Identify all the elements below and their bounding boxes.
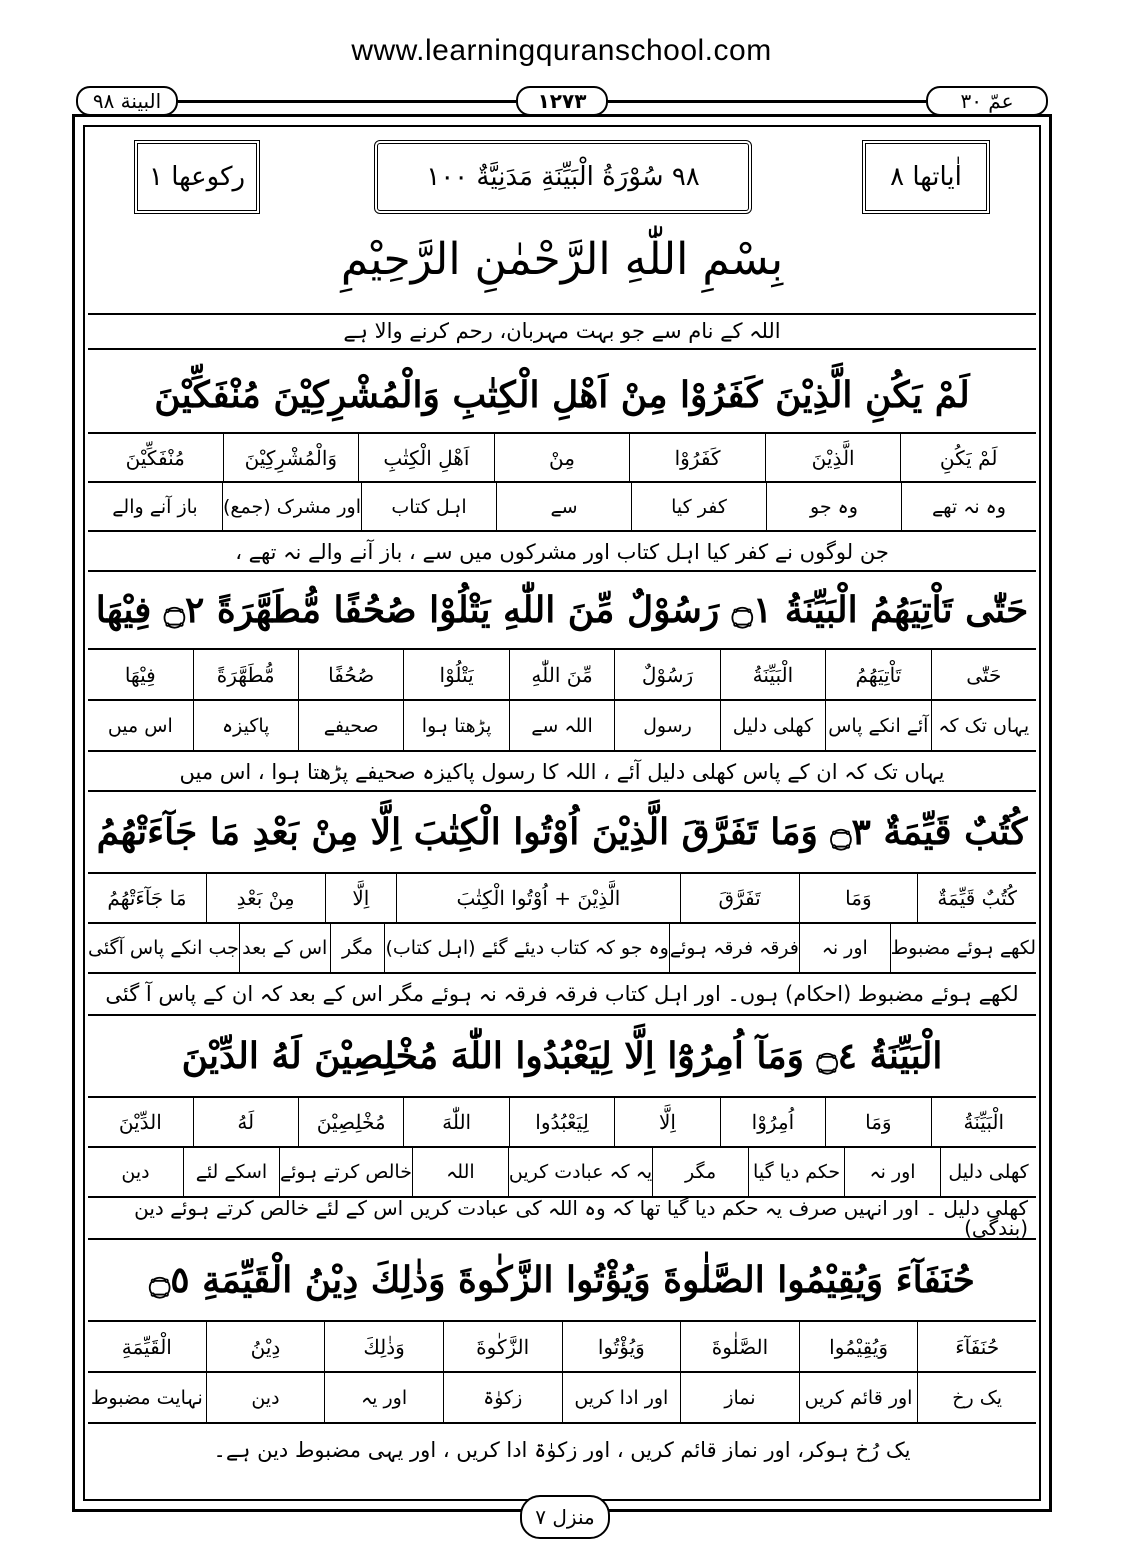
word-meaning: اور مشرک (جمع) — [222, 483, 361, 530]
arabic-word: مَا جَآءَتْهُمُ — [107, 886, 187, 910]
meaning-row — [88, 481, 1036, 530]
word-meaning: پاکیزہ — [193, 701, 298, 750]
verse-translation: کھلی دلیل ۔ اور انہیں صرف یہ حکم دیا گیا تھا کہ وہ اللہ کی عبادت کریں اس کے لئے خالص کرتے ہوئے دین (بندگی) — [134, 1196, 1028, 1240]
meaning-row — [88, 922, 1036, 972]
meaning-row — [88, 1146, 1036, 1196]
word-meaning: زکوٰۃ — [443, 1373, 562, 1422]
arabic-word: اُمِرُوْا — [720, 1098, 825, 1146]
verse-translation: یہاں تک کہ ان کے پاس کھلی دلیل آئے ، اللہ کا رسول پاکیزہ صحیفے پڑھتا ہوا ، اس میں — [179, 759, 945, 784]
word-meaning: حکم دیا گیا — [748, 1148, 844, 1196]
arabic-word: الَّذِيْنَ + اُوْتُوا الْكِتٰبَ — [396, 874, 680, 922]
arabic-word: لَمْ يَكُنِ — [900, 434, 1036, 481]
arabic-word: تَفَرَّقَ — [680, 874, 799, 922]
word-meaning: وہ جو — [766, 483, 901, 530]
arabic-word: كُتُبٌ قَيِّمَةٌ — [917, 874, 1036, 922]
arabic-word: اِلَّا — [614, 1098, 719, 1146]
arabic-word: الَّذِيْنَ — [765, 434, 901, 481]
arabic-word: مِنْ — [494, 434, 630, 481]
word-meaning: اور یہ — [324, 1373, 443, 1422]
header-rule-right — [608, 100, 926, 103]
meaning-row — [88, 699, 1036, 750]
manzil-marker — [520, 1495, 610, 1539]
arabic-word: كَفَرُوْا — [629, 434, 765, 481]
verse-translation: جن لوگوں نے کفر کیا اہل کتاب اور مشرکوں میں سے ، باز آنے والے نہ تھے ، — [235, 539, 889, 564]
word-meaning: آئے انکے پاس — [825, 701, 930, 750]
separator — [88, 313, 1036, 315]
word-meaning: اللہ سے — [509, 701, 614, 750]
word-meaning: جب انکے پاس آگئی — [87, 937, 239, 959]
word-row — [88, 874, 1036, 922]
arabic-word: الْقَيِّمَةِ — [121, 1334, 172, 1359]
word-meaning: سے — [496, 483, 631, 530]
arabic-word: وَمَا — [825, 1098, 930, 1146]
word-grid — [88, 432, 1036, 532]
arabic-word: وَيُؤْتُوا — [562, 1322, 681, 1371]
word-meaning: اسکے لئے — [183, 1148, 279, 1196]
header-rule-left — [178, 100, 516, 103]
ayat-count-box — [862, 140, 990, 214]
ruku-count-box — [134, 140, 260, 214]
separator — [88, 790, 1036, 792]
arabic-word: مِّنَ اللّٰهِ — [509, 650, 614, 699]
arabic-word: مُنْفَكِّيْنَ — [125, 445, 185, 470]
word-meaning: اس کے بعد — [239, 924, 330, 972]
separator — [88, 348, 1036, 350]
word-meaning: اور نہ — [799, 924, 890, 972]
word-meaning: اہل کتاب — [361, 483, 496, 530]
word-meaning: نہایت مضبوط — [90, 1386, 203, 1409]
arabic-word: اِلَّا — [325, 874, 397, 922]
arabic-word: دِيْنُ — [206, 1322, 325, 1371]
arabic-word: يَتْلُوْا — [403, 650, 508, 699]
word-grid — [88, 872, 1036, 974]
arabic-word: الدِّيْنَ — [118, 1110, 162, 1134]
bismillah: بِسْمِ اللّٰهِ الرَّحْمٰنِ الرَّحِيْمِ — [340, 233, 784, 285]
word-row — [88, 650, 1036, 699]
word-meaning: کھلی دلیل — [720, 701, 825, 750]
arabic-word: وَيُقِيْمُوا — [799, 1322, 918, 1371]
word-meaning: نماز — [680, 1373, 799, 1422]
word-grid — [88, 648, 1036, 752]
surah-reference-label: البينة ٩٨ — [76, 86, 178, 116]
site-url: www.learningquranschool.com — [351, 34, 772, 67]
word-row — [88, 434, 1036, 481]
word-meaning: یہاں تک کہ — [931, 701, 1036, 750]
word-meaning: اللہ — [412, 1148, 508, 1196]
word-meaning: دین — [206, 1373, 325, 1422]
word-meaning: اور نہ — [844, 1148, 940, 1196]
word-meaning: پڑھتا ہوا — [403, 701, 508, 750]
word-meaning: وہ نہ تھے — [901, 483, 1036, 530]
arabic-word: وَمَا — [799, 874, 918, 922]
word-meaning: یہ کہ عبادت کریں — [508, 1148, 652, 1196]
arabic-word: تَاْتِيَهُمُ — [825, 650, 930, 699]
separator — [88, 570, 1036, 572]
arabic-word: مِنْ بَعْدِ — [206, 874, 325, 922]
word-meaning: مگر — [330, 924, 385, 972]
word-meaning: صحیفے — [298, 701, 403, 750]
arabic-word: صُحُفًا — [298, 650, 403, 699]
word-meaning: اور ادا کریں — [562, 1373, 681, 1422]
word-meaning: لکھے ہوئے مضبوط — [890, 924, 1036, 972]
manzil-label: منزل ٧ — [535, 1505, 595, 1529]
word-row — [88, 1322, 1036, 1371]
arabic-word: وَالْمُشْرِكِيْنَ — [223, 434, 359, 481]
arabic-word: فِيْهَا — [124, 662, 156, 687]
arabic-word: مُخْلِصِيْنَ — [298, 1098, 403, 1146]
arabic-word: الزَّكٰوةَ — [443, 1322, 562, 1371]
word-meaning: باز آنے والے — [112, 495, 198, 518]
word-meaning: رسول — [614, 701, 719, 750]
word-meaning: مگر — [652, 1148, 748, 1196]
verse-line: لَمْ يَكُنِ الَّذِيْنَ كَفَرُوْا مِنْ اَهْلِ الْكِتٰبِ وَالْمُشْرِكِيْنَ مُنْفَكِّيْنَ — [154, 374, 970, 416]
verse-line: حُنَفَآءَ وَيُقِيْمُوا الصَّلٰوةَ وَيُؤْتُوا الزَّكٰوةَ وَذٰلِكَ دِيْنُ الْقَيِّمَةِ ۝٥ — [149, 1259, 975, 1301]
word-meaning: اور قائم کریں — [799, 1373, 918, 1422]
verse-line: حَتّٰى تَاْتِيَهُمُ الْبَيِّنَةُ ۝١ رَسُوْلٌ مِّنَ اللّٰهِ يَتْلُوْا صُحُفًا مُّطَهَّرَةً ۝٢ فِيْهَا — [95, 589, 1029, 631]
verse-translation: یک رُخ ہوکر، اور نماز قائم کریں ، اور زکوٰۃ ادا کریں ، اور یہی مضبوط دین ہے۔ — [213, 1437, 911, 1462]
word-meaning: دین — [121, 1161, 150, 1183]
word-grid — [88, 1320, 1036, 1424]
verse-line: كُتُبٌ قَيِّمَةٌ ۝٣ وَمَا تَفَرَّقَ الَّذِيْنَ اُوْتُوا الْكِتٰبَ اِلَّا مِنْ بَعْدِ مَا جَآءَتْهُمُ — [96, 811, 1028, 853]
arabic-word: لَهُ — [193, 1098, 298, 1146]
arabic-word: رَسُوْلٌ — [614, 650, 719, 699]
word-meaning: کھلی دلیل — [940, 1148, 1036, 1196]
ayat-count: اٰیاتها ٨ — [890, 162, 962, 192]
surah-title: ٩٨ سُوْرَةُ الْبَيِّنَةِ مَدَنِيَّةٌ ١٠٠ — [426, 162, 700, 192]
arabic-word: اَهْلِ الْكِتٰبِ — [358, 434, 494, 481]
ruku-count: رکوعها ١ — [148, 162, 246, 192]
arabic-word: حَتّٰى — [931, 650, 1036, 699]
arabic-word: مُّطَهَّرَةً — [193, 650, 298, 699]
arabic-word: حُنَفَآءَ — [917, 1322, 1036, 1371]
arabic-word: وَذٰلِكَ — [324, 1322, 443, 1371]
arabic-word: لِيَعْبُدُوا — [509, 1098, 614, 1146]
word-row — [88, 1098, 1036, 1146]
word-meaning: خالص کرتے ہوئے — [279, 1148, 412, 1196]
bismillah-translation: اللہ کے نام سے جو بہت مہربان، رحم کرنے والا ہے — [343, 318, 781, 343]
surah-title-box — [374, 140, 752, 214]
verse-line: الْبَيِّنَةُ ۝٤ وَمَآ اُمِرُوْٓا اِلَّا لِيَعْبُدُوا اللّٰهَ مُخْلِصِيْنَ لَهُ الدِّيْنَ — [181, 1035, 943, 1077]
arabic-word: الْبَيِّنَةُ — [931, 1098, 1036, 1146]
page-number: ١٢٧٣ — [516, 86, 608, 116]
word-meaning: اس میں — [107, 714, 173, 737]
arabic-word: اللّٰهَ — [403, 1098, 508, 1146]
word-meaning: یک رخ — [917, 1373, 1036, 1422]
word-meaning: کفر کیا — [631, 483, 766, 530]
meaning-row — [88, 1371, 1036, 1422]
word-grid — [88, 1096, 1036, 1198]
verse-translation: لکھے ہوئے مضبوط (احکام) ہوں۔ اور اہل کتاب فرقہ فرقہ نہ ہوئے مگر اس کے بعد کہ ان کے پاس آ گئی — [105, 981, 1019, 1006]
word-meaning: فرقہ فرقہ ہوئے — [669, 924, 799, 972]
separator — [88, 1238, 1036, 1240]
juz-label: عمّ ٣٠ — [926, 86, 1048, 116]
arabic-word: الْبَيِّنَةُ — [720, 650, 825, 699]
separator — [88, 1014, 1036, 1016]
word-meaning: وہ جو کہ کتاب دیئے گئے (اہل کتاب) — [384, 924, 668, 972]
arabic-word: الصَّلٰوةَ — [680, 1322, 799, 1371]
